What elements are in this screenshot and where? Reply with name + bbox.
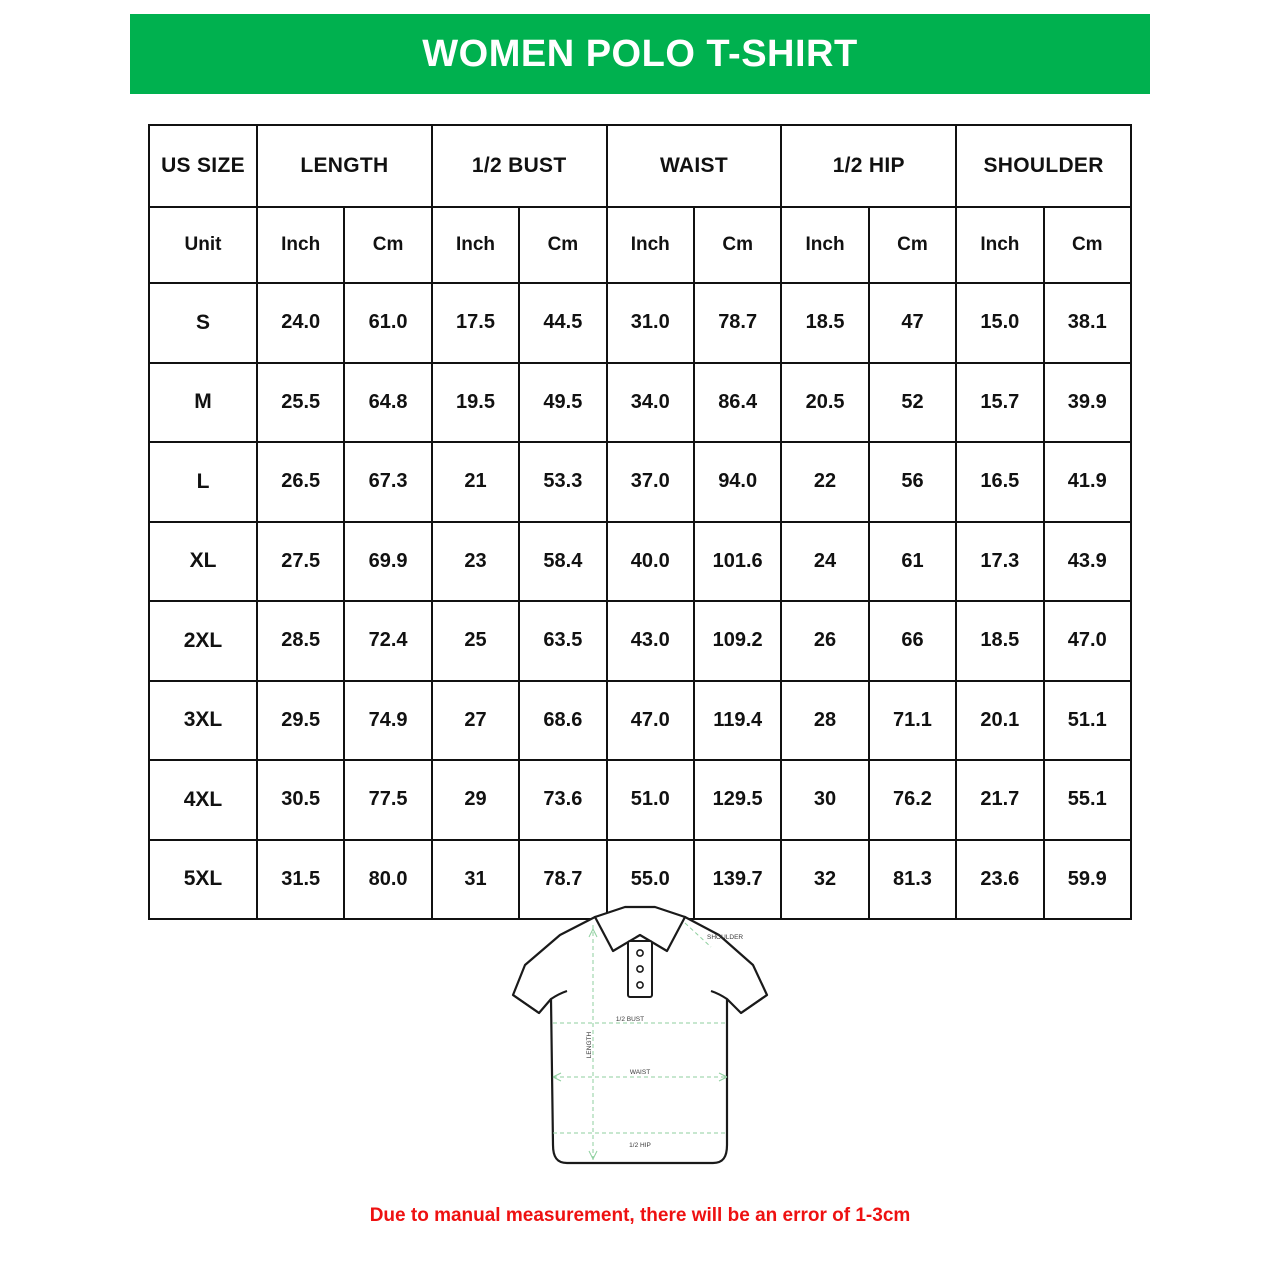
cell-value: 71.1 bbox=[869, 681, 956, 761]
row-size-label: 5XL bbox=[149, 840, 257, 920]
unit-length-cm: Cm bbox=[344, 207, 431, 283]
cell-value: 56 bbox=[869, 442, 956, 522]
cell-value: 101.6 bbox=[694, 522, 781, 602]
cell-value: 40.0 bbox=[607, 522, 694, 602]
cell-value: 32 bbox=[781, 840, 868, 920]
label-waist: WAIST bbox=[629, 1069, 651, 1076]
unit-shoulder-cm: Cm bbox=[1044, 207, 1131, 283]
table-group-header-row bbox=[149, 125, 1131, 207]
cell-value: 64.8 bbox=[344, 363, 431, 443]
cell-value: 16.5 bbox=[956, 442, 1043, 522]
cell-value: 49.5 bbox=[519, 363, 606, 443]
cell-value: 17.5 bbox=[432, 283, 519, 363]
cell-value: 29.5 bbox=[257, 681, 344, 761]
cell-value: 24 bbox=[781, 522, 868, 602]
cell-value: 77.5 bbox=[344, 760, 431, 840]
cell-value: 29 bbox=[432, 760, 519, 840]
cell-value: 26 bbox=[781, 601, 868, 681]
cell-value: 47.0 bbox=[1044, 601, 1131, 681]
cell-value: 20.5 bbox=[781, 363, 868, 443]
cell-value: 55.0 bbox=[607, 840, 694, 920]
header-us-size: US SIZE bbox=[149, 125, 257, 207]
cell-value: 31 bbox=[432, 840, 519, 920]
unit-hip-inch: Inch bbox=[781, 207, 868, 283]
cell-value: 74.9 bbox=[344, 681, 431, 761]
cell-value: 51.1 bbox=[1044, 681, 1131, 761]
cell-value: 19.5 bbox=[432, 363, 519, 443]
header-group-half-bust: 1/2 BUST bbox=[432, 125, 607, 207]
measurement-disclaimer: Due to manual measurement, there will be an error of 1-3cm bbox=[369, 1205, 911, 1226]
cell-value: 68.6 bbox=[519, 681, 606, 761]
cell-value: 47.0 bbox=[607, 681, 694, 761]
cell-value: 28 bbox=[781, 681, 868, 761]
unit-length-inch: Inch bbox=[257, 207, 344, 283]
unit-bust-inch: Inch bbox=[432, 207, 519, 283]
row-size-label: M bbox=[149, 363, 257, 443]
size-table-container bbox=[148, 124, 1132, 920]
cell-value: 66 bbox=[869, 601, 956, 681]
cell-value: 58.4 bbox=[519, 522, 606, 602]
row-size-label: 4XL bbox=[149, 760, 257, 840]
cell-value: 51.0 bbox=[607, 760, 694, 840]
cell-value: 25.5 bbox=[257, 363, 344, 443]
cell-value: 41.9 bbox=[1044, 442, 1131, 522]
cell-value: 47 bbox=[869, 283, 956, 363]
cell-value: 119.4 bbox=[694, 681, 781, 761]
cell-value: 109.2 bbox=[694, 601, 781, 681]
polo-shirt-diagram bbox=[495, 895, 785, 1195]
label-shoulder: SHOULDER bbox=[707, 934, 744, 941]
cell-value: 18.5 bbox=[956, 601, 1043, 681]
cell-value: 28.5 bbox=[257, 601, 344, 681]
cell-value: 63.5 bbox=[519, 601, 606, 681]
cell-value: 44.5 bbox=[519, 283, 606, 363]
cell-value: 31.0 bbox=[607, 283, 694, 363]
unit-hip-cm: Cm bbox=[869, 207, 956, 283]
label-length: LENGTH bbox=[586, 1031, 593, 1059]
size-chart-table bbox=[148, 124, 1132, 920]
table-row bbox=[149, 681, 1131, 761]
unit-waist-cm: Cm bbox=[694, 207, 781, 283]
cell-value: 17.3 bbox=[956, 522, 1043, 602]
unit-shoulder-inch: Inch bbox=[956, 207, 1043, 283]
row-size-label: XL bbox=[149, 522, 257, 602]
label-half-hip: 1/2 HIP bbox=[629, 1142, 651, 1149]
cell-value: 18.5 bbox=[781, 283, 868, 363]
cell-value: 43.0 bbox=[607, 601, 694, 681]
cell-value: 21 bbox=[432, 442, 519, 522]
row-size-label: 3XL bbox=[149, 681, 257, 761]
cell-value: 38.1 bbox=[1044, 283, 1131, 363]
cell-value: 81.3 bbox=[869, 840, 956, 920]
row-size-label: 2XL bbox=[149, 601, 257, 681]
cell-value: 53.3 bbox=[519, 442, 606, 522]
cell-value: 86.4 bbox=[694, 363, 781, 443]
header-group-half-hip: 1/2 HIP bbox=[781, 125, 956, 207]
page-title: WOMEN POLO T-SHIRT bbox=[422, 32, 858, 75]
title-banner bbox=[130, 14, 1150, 94]
header-group-length: LENGTH bbox=[257, 125, 432, 207]
table-row bbox=[149, 760, 1131, 840]
cell-value: 23 bbox=[432, 522, 519, 602]
table-row bbox=[149, 442, 1131, 522]
table-row bbox=[149, 601, 1131, 681]
cell-value: 52 bbox=[869, 363, 956, 443]
cell-value: 30.5 bbox=[257, 760, 344, 840]
cell-value: 94.0 bbox=[694, 442, 781, 522]
unit-bust-cm: Cm bbox=[519, 207, 606, 283]
cell-value: 129.5 bbox=[694, 760, 781, 840]
cell-value: 139.7 bbox=[694, 840, 781, 920]
cell-value: 80.0 bbox=[344, 840, 431, 920]
cell-value: 69.9 bbox=[344, 522, 431, 602]
table-unit-row bbox=[149, 207, 1131, 283]
cell-value: 30 bbox=[781, 760, 868, 840]
cell-value: 76.2 bbox=[869, 760, 956, 840]
button-icon bbox=[637, 982, 643, 988]
cell-value: 25 bbox=[432, 601, 519, 681]
cell-value: 55.1 bbox=[1044, 760, 1131, 840]
cell-value: 67.3 bbox=[344, 442, 431, 522]
cell-value: 27.5 bbox=[257, 522, 344, 602]
cell-value: 23.6 bbox=[956, 840, 1043, 920]
cell-value: 59.9 bbox=[1044, 840, 1131, 920]
cell-value: 43.9 bbox=[1044, 522, 1131, 602]
cell-value: 15.7 bbox=[956, 363, 1043, 443]
cell-value: 72.4 bbox=[344, 601, 431, 681]
cell-value: 20.1 bbox=[956, 681, 1043, 761]
cell-value: 21.7 bbox=[956, 760, 1043, 840]
cell-value: 78.7 bbox=[519, 840, 606, 920]
cell-value: 61.0 bbox=[344, 283, 431, 363]
cell-value: 37.0 bbox=[607, 442, 694, 522]
cell-value: 31.5 bbox=[257, 840, 344, 920]
cell-value: 24.0 bbox=[257, 283, 344, 363]
table-row bbox=[149, 522, 1131, 602]
unit-waist-inch: Inch bbox=[607, 207, 694, 283]
cell-value: 26.5 bbox=[257, 442, 344, 522]
button-icon bbox=[637, 966, 643, 972]
row-size-label: S bbox=[149, 283, 257, 363]
cell-value: 61 bbox=[869, 522, 956, 602]
header-group-shoulder: SHOULDER bbox=[956, 125, 1131, 207]
table-row bbox=[149, 283, 1131, 363]
cell-value: 39.9 bbox=[1044, 363, 1131, 443]
table-row bbox=[149, 363, 1131, 443]
label-half-bust: 1/2 BUST bbox=[615, 1016, 645, 1023]
button-icon bbox=[637, 950, 643, 956]
header-group-waist: WAIST bbox=[607, 125, 782, 207]
row-size-label: L bbox=[149, 442, 257, 522]
cell-value: 15.0 bbox=[956, 283, 1043, 363]
cell-value: 27 bbox=[432, 681, 519, 761]
cell-value: 73.6 bbox=[519, 760, 606, 840]
cell-value: 78.7 bbox=[694, 283, 781, 363]
header-unit: Unit bbox=[149, 207, 257, 283]
cell-value: 34.0 bbox=[607, 363, 694, 443]
cell-value: 22 bbox=[781, 442, 868, 522]
